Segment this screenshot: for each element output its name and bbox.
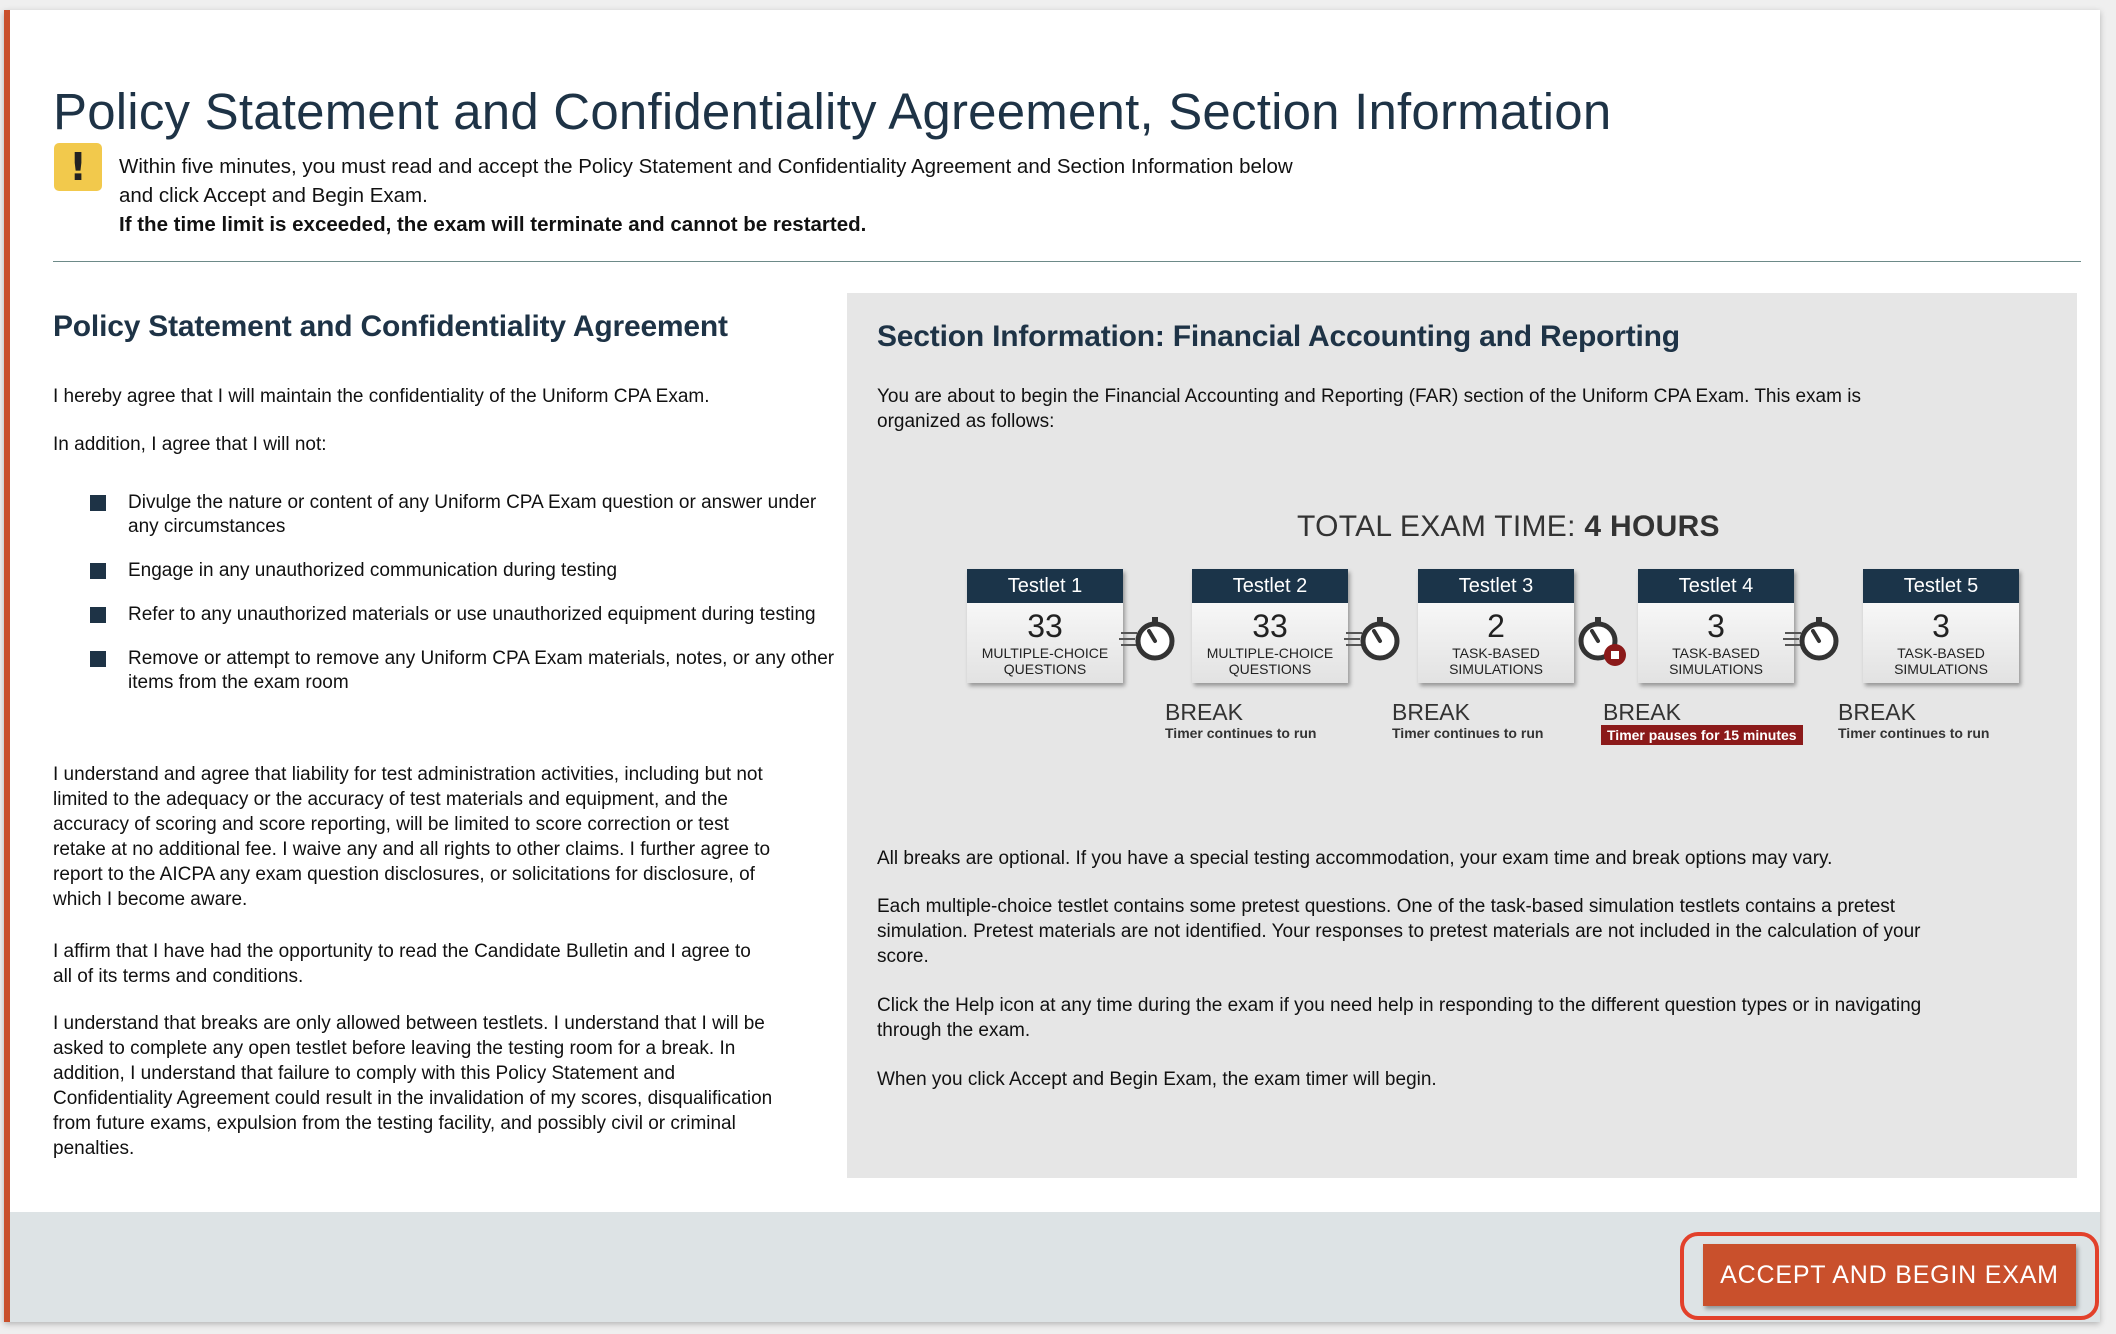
testlet-card xyxy=(1863,569,2019,683)
testlet-type: QUESTIONS xyxy=(1003,661,1087,677)
breaks-optional-text: All breaks are optional. If you have a special testing accommodation, your exam time and break options may vary. xyxy=(877,848,1833,869)
list-item: Refer to any unauthorized materials or use unauthorized equipment during testing xyxy=(90,603,850,627)
list-item: Remove or attempt to remove any Uniform CPA Exam materials, notes, or any other items from the exam room xyxy=(90,647,850,695)
testlet-type: TASK-BASED xyxy=(1897,645,1985,661)
testlet-name: Testlet 2 xyxy=(1192,569,1348,603)
testlet-count: 2 xyxy=(1487,608,1505,644)
section-info-panel xyxy=(847,293,2077,1178)
accept-and-begin-exam-button[interactable]: ACCEPT AND BEGIN EXAM xyxy=(1703,1244,2076,1306)
timer-text: When you click Accept and Begin Exam, the exam timer will begin. xyxy=(877,1069,1437,1090)
testlet-card xyxy=(1192,569,1348,683)
policy-heading: Policy Statement and Confidentiality Agreement xyxy=(53,310,728,343)
total-exam-time xyxy=(1297,510,1720,544)
testlet-type: QUESTIONS xyxy=(1228,661,1312,677)
testlet-card xyxy=(1418,569,1574,683)
testlet-name: Testlet 4 xyxy=(1638,569,1794,603)
divider xyxy=(53,261,2081,262)
list-item: Divulge the nature or content of any Uniform CPA Exam question or answer under any circumstances xyxy=(90,491,850,539)
total-time-value: 4 HOURS xyxy=(1584,510,1720,543)
pretest-text: Each multiple-choice testlet contains some pretest questions. One of the task-based simulation testlets contains a pretest simulation. Pretest materials are not identified. Your responses to pretest materials are not included in the calculation of your score. xyxy=(877,896,1921,967)
bullet-square-icon xyxy=(90,607,106,623)
section-about: You are about to begin the Financial Accounting and Reporting (FAR) section of the Uniform CPA Exam. This exam is organized as follows: xyxy=(877,386,1861,432)
testlet-card xyxy=(967,569,1123,683)
testlet-type: SIMULATIONS xyxy=(1894,661,1988,677)
policy-intro: I hereby agree that I will maintain the confidentiality of the Uniform CPA Exam. xyxy=(53,386,710,407)
policy-bullet-list xyxy=(90,491,850,715)
bullet-square-icon xyxy=(90,563,106,579)
policy-section xyxy=(53,310,835,1159)
exam-structure-diagram xyxy=(847,293,2077,1178)
footer-bar xyxy=(10,1212,2100,1322)
list-item: Engage in any unauthorized communication during testing xyxy=(90,559,850,583)
section-info-heading: Section Information: Financial Accounting and Reporting xyxy=(877,320,1680,353)
policy-intro-2: In addition, I agree that I will not: xyxy=(53,434,327,455)
break-note-paused: Timer pauses for 15 minutes xyxy=(1601,725,1803,745)
testlet-type: TASK-BASED xyxy=(1672,645,1760,661)
break-label: BREAK xyxy=(1392,699,1470,725)
testlet-type: MULTIPLE-CHOICE xyxy=(981,645,1109,661)
testlet-name: Testlet 1 xyxy=(967,569,1123,603)
testlet-count: 3 xyxy=(1707,608,1725,644)
page-title: Policy Statement and Confidentiality Agreement, Section Information xyxy=(53,83,1612,140)
help-text: Click the Help icon at any time during the exam if you need help in responding to the different question types or in navigating through the exam. xyxy=(877,995,1922,1041)
testlet-name: Testlet 5 xyxy=(1863,569,2019,603)
testlet-name: Testlet 3 xyxy=(1418,569,1574,603)
break-label: BREAK xyxy=(1838,699,1916,725)
total-time-label: TOTAL EXAM TIME: xyxy=(1297,510,1576,543)
testlet-count: 33 xyxy=(1027,608,1063,644)
warning-line-2: and click Accept and Begin Exam. xyxy=(119,184,428,207)
testlet-type: SIMULATIONS xyxy=(1669,661,1763,677)
testlet-type: SIMULATIONS xyxy=(1449,661,1543,677)
testlet-type: MULTIPLE-CHOICE xyxy=(1206,645,1334,661)
break-label: BREAK xyxy=(1603,699,1681,725)
liability-paragraph: I understand and agree that liability for test administration activities, including but not limited to the adequacy or the accuracy of test materials and equipment, and the accuracy of scoring and score reporting, will be limited to score correction or test retake at no additional fee. I waive any and all rights to other claims. I further agree to report to the AICPA any exam question disclosures, or solicitations for disclosure, of which I become aware. xyxy=(53,764,771,910)
bullet-square-icon xyxy=(90,651,106,667)
exam-window xyxy=(4,10,2100,1322)
testlet-count: 3 xyxy=(1932,608,1950,644)
testlet-card xyxy=(1638,569,1794,683)
bullet-square-icon xyxy=(90,495,106,511)
affirm-paragraph: I affirm that I have had the opportunity to read the Candidate Bulletin and I agree to all of its terms and conditions. xyxy=(53,941,751,987)
stopwatch-icon xyxy=(1783,611,1839,667)
warning-line-1: Within five minutes, you must read and accept the Policy Statement and Confidentiality Agreement and Section Information below xyxy=(119,155,1293,178)
stopwatch-icon xyxy=(1344,611,1400,667)
warning-bold-line: If the time limit is exceeded, the exam will terminate and cannot be restarted. xyxy=(119,213,867,236)
break-note: Timer continues to run xyxy=(1165,725,1317,741)
break-label: BREAK xyxy=(1165,699,1243,725)
stopwatch-paused-icon xyxy=(1572,611,1628,667)
stopwatch-icon xyxy=(1119,611,1175,667)
testlet-count: 33 xyxy=(1252,608,1288,644)
breaks-paragraph: I understand that breaks are only allowed between testlets. I understand that I will be asked to complete any open testlet before leaving the testing room for a break. In addition, I understand that failure to comply with this Policy Statement and Confidentiality Agreement could result in the invalidation of my scores, disqualification from future exams, expulsion from the testing facility, and possibly civil or criminal penalties. xyxy=(53,1013,773,1159)
break-note: Timer continues to run xyxy=(1838,725,1990,741)
testlet-type: TASK-BASED xyxy=(1452,645,1540,661)
warning-icon: ! xyxy=(54,143,102,191)
time-limit-warning xyxy=(119,152,1419,239)
break-note: Timer continues to run xyxy=(1392,725,1544,741)
